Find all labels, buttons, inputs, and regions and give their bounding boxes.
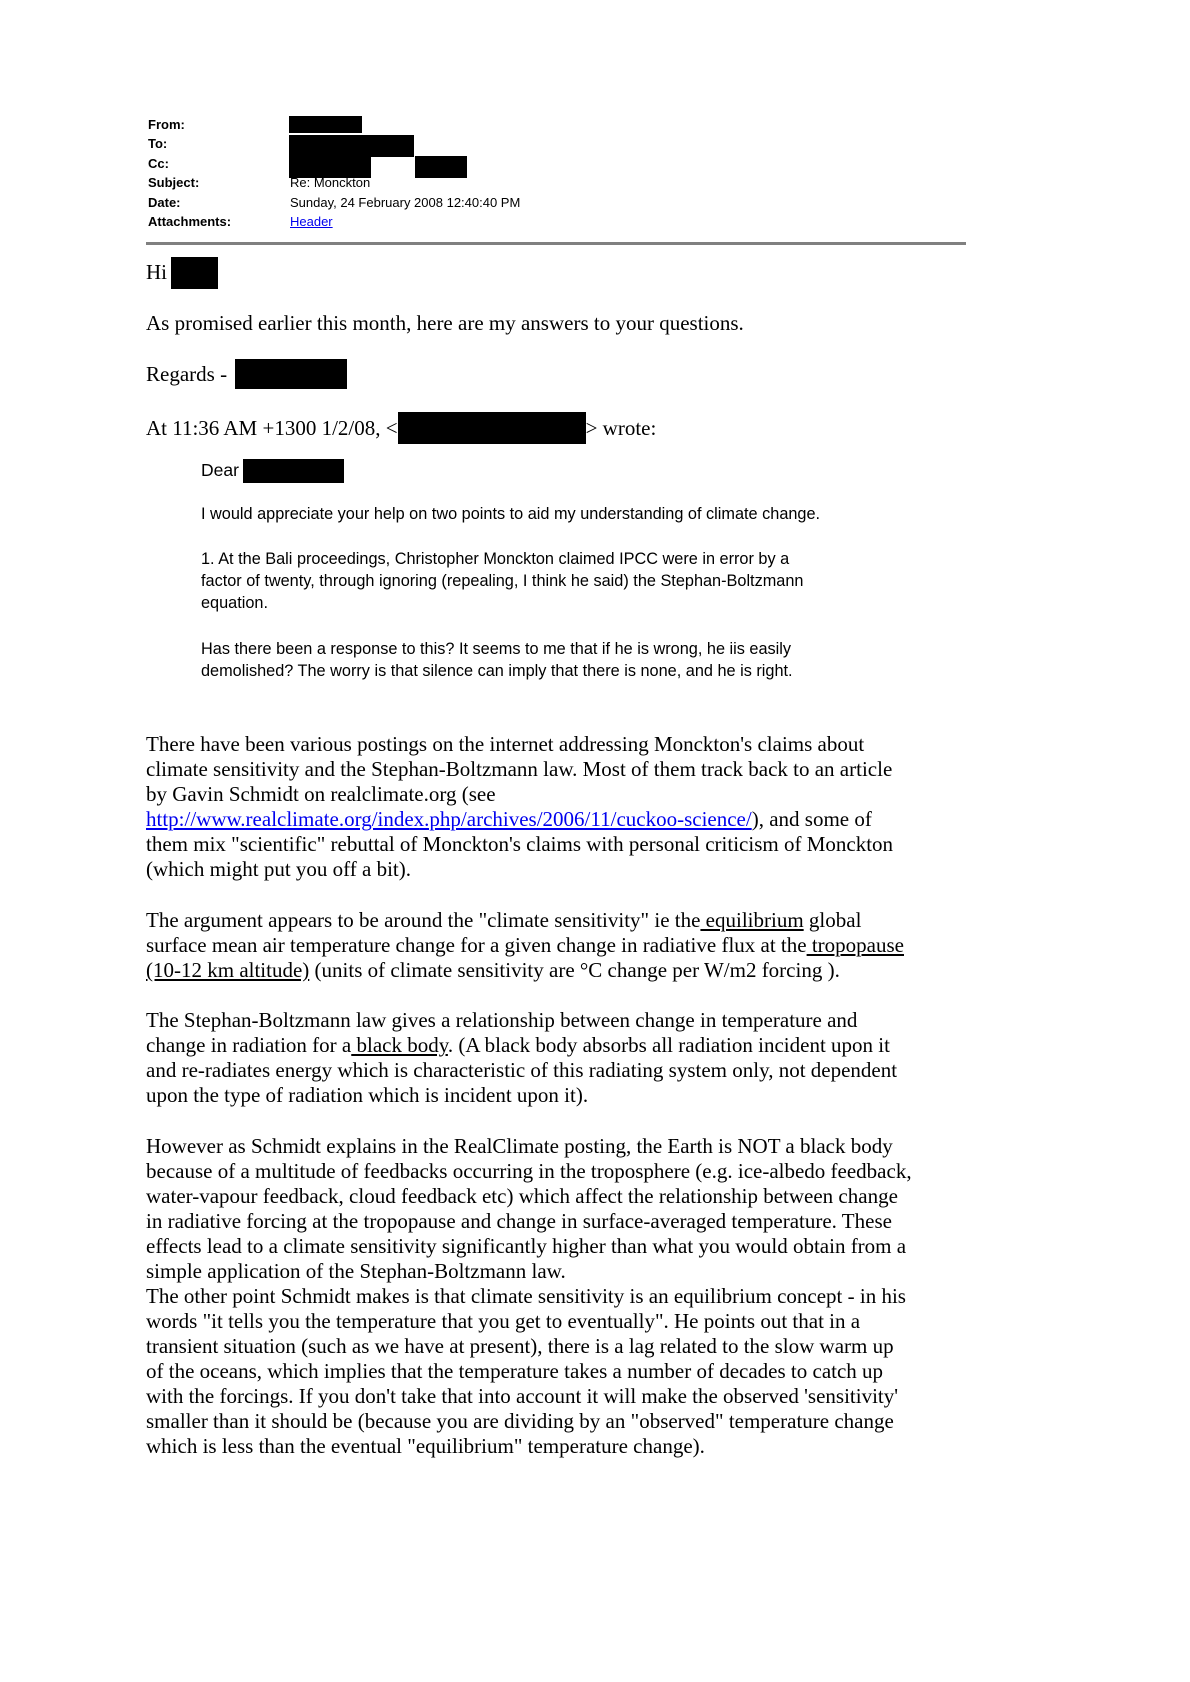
text-run: which is less than the eventual "equilibrium" temperature change). xyxy=(146,1434,705,1458)
text-line xyxy=(146,1058,897,1083)
quoted-paragraph xyxy=(201,638,793,682)
text-line xyxy=(146,1334,912,1359)
text-run: (which might put you off a bit). xyxy=(146,857,411,881)
text-line xyxy=(146,1033,897,1058)
text-run: I would appreciate your help on two points to aid my understanding of climate change. xyxy=(201,505,821,523)
cc-label: Cc: xyxy=(148,156,169,171)
text-run: water-vapour feedback, cloud feedback etc) which affect the relationship between change xyxy=(146,1184,898,1208)
text-line xyxy=(146,857,893,882)
text-line xyxy=(146,757,893,782)
header-divider xyxy=(146,242,966,245)
text-run: ), and some of xyxy=(751,807,872,831)
body-paragraph xyxy=(146,732,893,882)
text-run: The other point Schmidt makes is that climate sensitivity is an equilibrium concept - in his xyxy=(146,1284,906,1308)
text-run: The argument appears to be around the "climate sensitivity" ie the xyxy=(146,908,701,932)
text-line xyxy=(146,1008,897,1033)
from-label: From: xyxy=(148,117,185,132)
realclimate-link[interactable]: http://www.realclimate.org/index.php/archives/2006/11/cuckoo-science/ xyxy=(146,807,752,831)
text-line xyxy=(201,660,793,682)
text-run: words "it tells you the temperature that you get to eventually". He points out that in a xyxy=(146,1309,861,1333)
text-run: Has there been a response to this? It seems to me that if he is wrong, he iis easily xyxy=(201,640,792,658)
text-run: 1. At the Bali proceedings, Christopher Monckton claimed IPCC were in error by a xyxy=(201,550,790,568)
text-run: . (A black body absorbs all radiation incident upon it xyxy=(447,1033,890,1057)
text-run: of the oceans, which implies that the temperature takes a number of decades to catch up xyxy=(146,1359,884,1383)
text-run: global xyxy=(803,908,862,932)
redaction-recipient-name xyxy=(171,257,218,289)
text-run: climate sensitivity and the Stephan-Boltzmann law. Most of them track back to an article xyxy=(146,757,893,781)
text-line xyxy=(146,908,904,933)
text-run: smaller than it should be (because you are dividing by an "observed" temperature change xyxy=(146,1409,894,1433)
text-line xyxy=(146,1434,912,1459)
redaction-sender-name xyxy=(235,359,347,389)
text-line xyxy=(201,503,820,525)
text-run: simple application of the Stephan-Boltzmann law. xyxy=(146,1259,566,1283)
text-run: factor of twenty, through ignoring (repealing, I think he said) the Stephan-Boltzmann xyxy=(201,572,804,590)
to-label: To: xyxy=(148,136,168,151)
underlined-term: equilibrium xyxy=(700,908,804,932)
attachment-link[interactable]: Header xyxy=(290,214,333,229)
text-run: surface mean air temperature change for a given change in radiative flux at the xyxy=(146,933,807,957)
text-run: and re-radiates energy which is characteristic of this radiating system only, not dependent xyxy=(146,1058,898,1082)
text-line xyxy=(146,933,904,958)
text-line xyxy=(146,1083,897,1108)
date-label: Date: xyxy=(148,195,181,210)
subject-value: Re: Monckton xyxy=(290,175,371,190)
text-line xyxy=(201,548,803,570)
text-line xyxy=(201,638,793,660)
text-run: by Gavin Schmidt on realclimate.org (see xyxy=(146,782,496,806)
text-line xyxy=(201,570,803,592)
greeting: Hi xyxy=(146,260,167,284)
text-run: in radiative forcing at the tropopause and change in surface-averaged temperature. These xyxy=(146,1209,892,1233)
underlined-term: tropopause xyxy=(806,933,904,957)
text-line xyxy=(146,832,893,857)
text-line xyxy=(146,1209,912,1234)
text-line xyxy=(146,1409,912,1434)
text-run: with the forcings. If you don't take that into account it will make the observed 'sensitivity' xyxy=(146,1384,899,1408)
body-paragraph xyxy=(146,1134,912,1459)
text-line xyxy=(146,1259,912,1284)
text-line xyxy=(146,1134,912,1159)
attachments-label: Attachments: xyxy=(148,214,232,229)
text-run: because of a multitude of feedbacks occurring in the troposphere (e.g. ice-albedo feedback, xyxy=(146,1159,912,1183)
quote-header xyxy=(146,412,656,444)
text-line xyxy=(146,732,893,757)
underlined-term: black body xyxy=(351,1033,448,1057)
text-line xyxy=(146,1309,912,1334)
text-run: upon the type of radiation which is incident upon it). xyxy=(146,1083,589,1107)
text-line xyxy=(146,958,904,983)
text-run: demolished? The worry is that silence can imply that there is none, and he is right. xyxy=(201,662,793,680)
body-paragraph xyxy=(146,908,904,983)
text-run: effects lead to a climate sensitivity significantly higher than what you would obtain from a xyxy=(146,1234,907,1258)
text-line xyxy=(146,1359,912,1384)
underlined-term: (10-12 km altitude) xyxy=(146,958,310,982)
text-line xyxy=(146,782,893,807)
quoted-paragraph xyxy=(201,503,820,525)
body-paragraph xyxy=(146,1008,897,1108)
redaction-email xyxy=(398,412,586,444)
text-run: The Stephan-Boltzmann law gives a relationship between change in temperature and xyxy=(146,1008,858,1032)
redaction-cc-2 xyxy=(415,156,467,178)
text-run: change in radiation for a xyxy=(146,1033,352,1057)
text-run: transient situation (such as we have at present), there is a lag related to the slow warm up xyxy=(146,1334,894,1358)
redaction-to xyxy=(289,135,414,157)
quote-suffix: > wrote: xyxy=(585,416,657,440)
text-line xyxy=(146,1184,912,1209)
date-value: Sunday, 24 February 2008 12:40:40 PM xyxy=(290,195,521,210)
text-run: (units of climate sensitivity are °C change per W/m2 forcing ). xyxy=(309,958,840,982)
intro-text: As promised earlier this month, here are my answers to your questions. xyxy=(146,311,744,335)
quote-prefix: At 11:36 AM +1300 1/2/08, < xyxy=(146,416,398,440)
text-line xyxy=(146,1159,912,1184)
redaction-from xyxy=(289,116,362,133)
text-line xyxy=(146,1384,912,1409)
quoted-paragraph xyxy=(201,548,803,614)
regards-text: Regards - xyxy=(146,362,228,386)
quoted-salutation: Dear xyxy=(201,460,239,480)
text-line xyxy=(146,807,893,832)
text-line xyxy=(146,1234,912,1259)
text-line xyxy=(146,1284,912,1309)
text-run: them mix "scientific" rebuttal of Monckton's claims with personal criticism of Monckton xyxy=(146,832,894,856)
attachment-link-wrap xyxy=(290,212,333,231)
redaction-quoted-name xyxy=(243,459,344,483)
subject-label: Subject: xyxy=(148,175,200,190)
text-run: equation. xyxy=(201,594,268,612)
text-run: There have been various postings on the internet addressing Monckton's claims about xyxy=(146,732,865,756)
text-run: However as Schmidt explains in the RealClimate posting, the Earth is NOT a black body xyxy=(146,1134,893,1158)
text-line xyxy=(201,592,803,614)
